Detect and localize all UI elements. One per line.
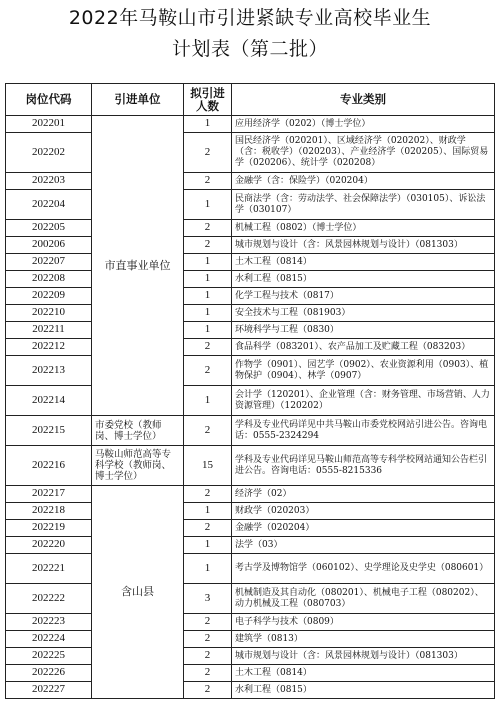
table-row — [6, 271, 495, 288]
table-row — [6, 133, 495, 173]
post-count: 2 — [184, 665, 232, 682]
plan-table — [5, 83, 495, 699]
post-code: 202221 — [6, 554, 92, 584]
post-major: 环境科学与工程（0830） — [232, 322, 495, 339]
page-title: 2022年马鞍山市引进紧缺专业高校毕业生 — [68, 7, 432, 29]
post-major: 金融学（020204） — [232, 520, 495, 537]
unit-hanshan: 含山县 — [92, 486, 184, 699]
post-major: 金融学（含：保险学）（020204） — [232, 173, 495, 190]
post-code: 202224 — [6, 631, 92, 648]
post-count: 1 — [184, 254, 232, 271]
post-code: 202217 — [6, 486, 92, 503]
post-count: 2 — [184, 614, 232, 631]
post-count: 2 — [184, 416, 232, 446]
header-unit: 引进单位 — [92, 84, 184, 116]
post-code: 202215 — [6, 416, 92, 446]
post-count: 2 — [184, 173, 232, 190]
post-code: 202212 — [6, 339, 92, 356]
post-code: 202205 — [6, 220, 92, 237]
post-code: 202201 — [6, 116, 92, 133]
post-major: 土木工程（0814） — [232, 254, 495, 271]
post-code: 202219 — [6, 520, 92, 537]
table-row — [6, 520, 495, 537]
post-code: 202227 — [6, 682, 92, 699]
post-major: 土木工程（0814） — [232, 665, 495, 682]
post-count: 1 — [184, 190, 232, 220]
header-count: 拟引进人数 — [184, 84, 232, 116]
post-code: 202202 — [6, 133, 92, 173]
post-count: 2 — [184, 486, 232, 503]
post-count: 2 — [184, 682, 232, 699]
post-major: 安全技术与工程（081903） — [232, 305, 495, 322]
table-row — [6, 554, 495, 584]
post-major: 考古学及博物馆学（060102）、史学理论及史学史（080601） — [232, 554, 495, 584]
unit-shizhuan: 马鞍山师范高等专科学校（教师岗、博士学位） — [92, 446, 184, 486]
table-row — [6, 322, 495, 339]
post-count: 2 — [184, 133, 232, 173]
post-code: 202218 — [6, 503, 92, 520]
post-code: 202207 — [6, 254, 92, 271]
unit-dangxiao: 市委党校（教师岗、博士学位） — [92, 416, 184, 446]
post-major: 电子科学与技术（0809） — [232, 614, 495, 631]
post-major: 学科及专业代码详见马鞍山师范高等专科学校网站通知公告栏引进公告。咨询电话：0555-8215336 — [232, 446, 495, 486]
post-count: 2 — [184, 631, 232, 648]
post-count: 2 — [184, 648, 232, 665]
post-major: 水利工程（0815） — [232, 271, 495, 288]
post-code: 200206 — [6, 237, 92, 254]
table-row — [6, 386, 495, 416]
post-major: 会计学（120201）、企业管理（含：财务管理、市场营销、人力资源管理）（120202） — [232, 386, 495, 416]
post-count: 1 — [184, 503, 232, 520]
post-count: 2 — [184, 356, 232, 386]
table-row — [6, 486, 495, 503]
post-major: 水利工程（0815） — [232, 682, 495, 699]
table-row — [6, 446, 495, 486]
post-code: 202216 — [6, 446, 92, 486]
post-major: 学科及专业代码详见中共马鞍山市委党校网站引进公告。咨询电话：0555-2324294 — [232, 416, 495, 446]
post-code: 202226 — [6, 665, 92, 682]
table-row — [6, 288, 495, 305]
post-code: 202203 — [6, 173, 92, 190]
post-major: 城市规划与设计（含：风景园林规划与设计）（081303） — [232, 648, 495, 665]
post-code: 202214 — [6, 386, 92, 416]
post-code: 202208 — [6, 271, 92, 288]
table-row — [6, 682, 495, 699]
post-count: 1 — [184, 116, 232, 133]
post-major: 食品科学（083201）、农产品加工及贮藏工程（083203） — [232, 339, 495, 356]
post-count: 1 — [184, 554, 232, 584]
post-code: 202225 — [6, 648, 92, 665]
post-major: 机械制造及其自动化（080201）、机械电子工程（080202）、动力机械及工程（080703） — [232, 584, 495, 614]
post-count: 2 — [184, 237, 232, 254]
post-code: 202209 — [6, 288, 92, 305]
post-code: 202213 — [6, 356, 92, 386]
post-code: 202222 — [6, 584, 92, 614]
post-count: 2 — [184, 520, 232, 537]
post-code: 202204 — [6, 190, 92, 220]
header-code: 岗位代码 — [6, 84, 92, 116]
post-major: 机械工程（0802）（博士学位） — [232, 220, 495, 237]
table-row — [6, 254, 495, 271]
post-count: 1 — [184, 537, 232, 554]
table-row — [6, 339, 495, 356]
post-major: 民商法学（含：劳动法学、社会保障法学）（030105）、诉讼法学（030107） — [232, 190, 495, 220]
post-major: 作物学（0901）、园艺学（0902）、农业资源利用（0903）、植物保护（0904）、林学（0907） — [232, 356, 495, 386]
post-count: 15 — [184, 446, 232, 486]
post-major: 经济学（02） — [232, 486, 495, 503]
table-row — [6, 220, 495, 237]
table-row — [6, 356, 495, 386]
post-count: 2 — [184, 220, 232, 237]
post-count: 1 — [184, 386, 232, 416]
post-code: 202220 — [6, 537, 92, 554]
table-row — [6, 173, 495, 190]
post-count: 1 — [184, 288, 232, 305]
table-row — [6, 537, 495, 554]
table-header-row — [6, 84, 495, 116]
table-row — [6, 190, 495, 220]
post-major: 城市规划与设计（含：风景园林规划与设计）（081303） — [232, 237, 495, 254]
table-row — [6, 416, 495, 446]
table-row — [6, 631, 495, 648]
post-major: 建筑学（0813） — [232, 631, 495, 648]
table-row — [6, 665, 495, 682]
post-major: 国民经济学（020201）、区域经济学（020202）、财政学（含：税收学）（020203）、产业经济学（020205）、国际贸易学（020206）、统计学（020208） — [232, 133, 495, 173]
table-row — [6, 614, 495, 631]
table-row — [6, 237, 495, 254]
unit-shizhi: 市直事业单位 — [92, 116, 184, 416]
page-subtitle: 计划表（第二批） — [171, 38, 328, 60]
post-count: 2 — [184, 339, 232, 356]
post-count: 1 — [184, 271, 232, 288]
post-code: 202211 — [6, 322, 92, 339]
table-row — [6, 116, 495, 133]
header-major: 专业类别 — [232, 84, 495, 116]
post-code: 202210 — [6, 305, 92, 322]
post-count: 3 — [184, 584, 232, 614]
post-major: 化学工程与技术（0817） — [232, 288, 495, 305]
post-count: 1 — [184, 322, 232, 339]
post-major: 财政学（020203） — [232, 503, 495, 520]
post-major: 应用经济学（0202）（博士学位） — [232, 116, 495, 133]
table-row — [6, 305, 495, 322]
table-row — [6, 503, 495, 520]
table-row — [6, 648, 495, 665]
post-code: 202223 — [6, 614, 92, 631]
post-count: 1 — [184, 305, 232, 322]
post-major: 法学（03） — [232, 537, 495, 554]
table-row — [6, 584, 495, 614]
